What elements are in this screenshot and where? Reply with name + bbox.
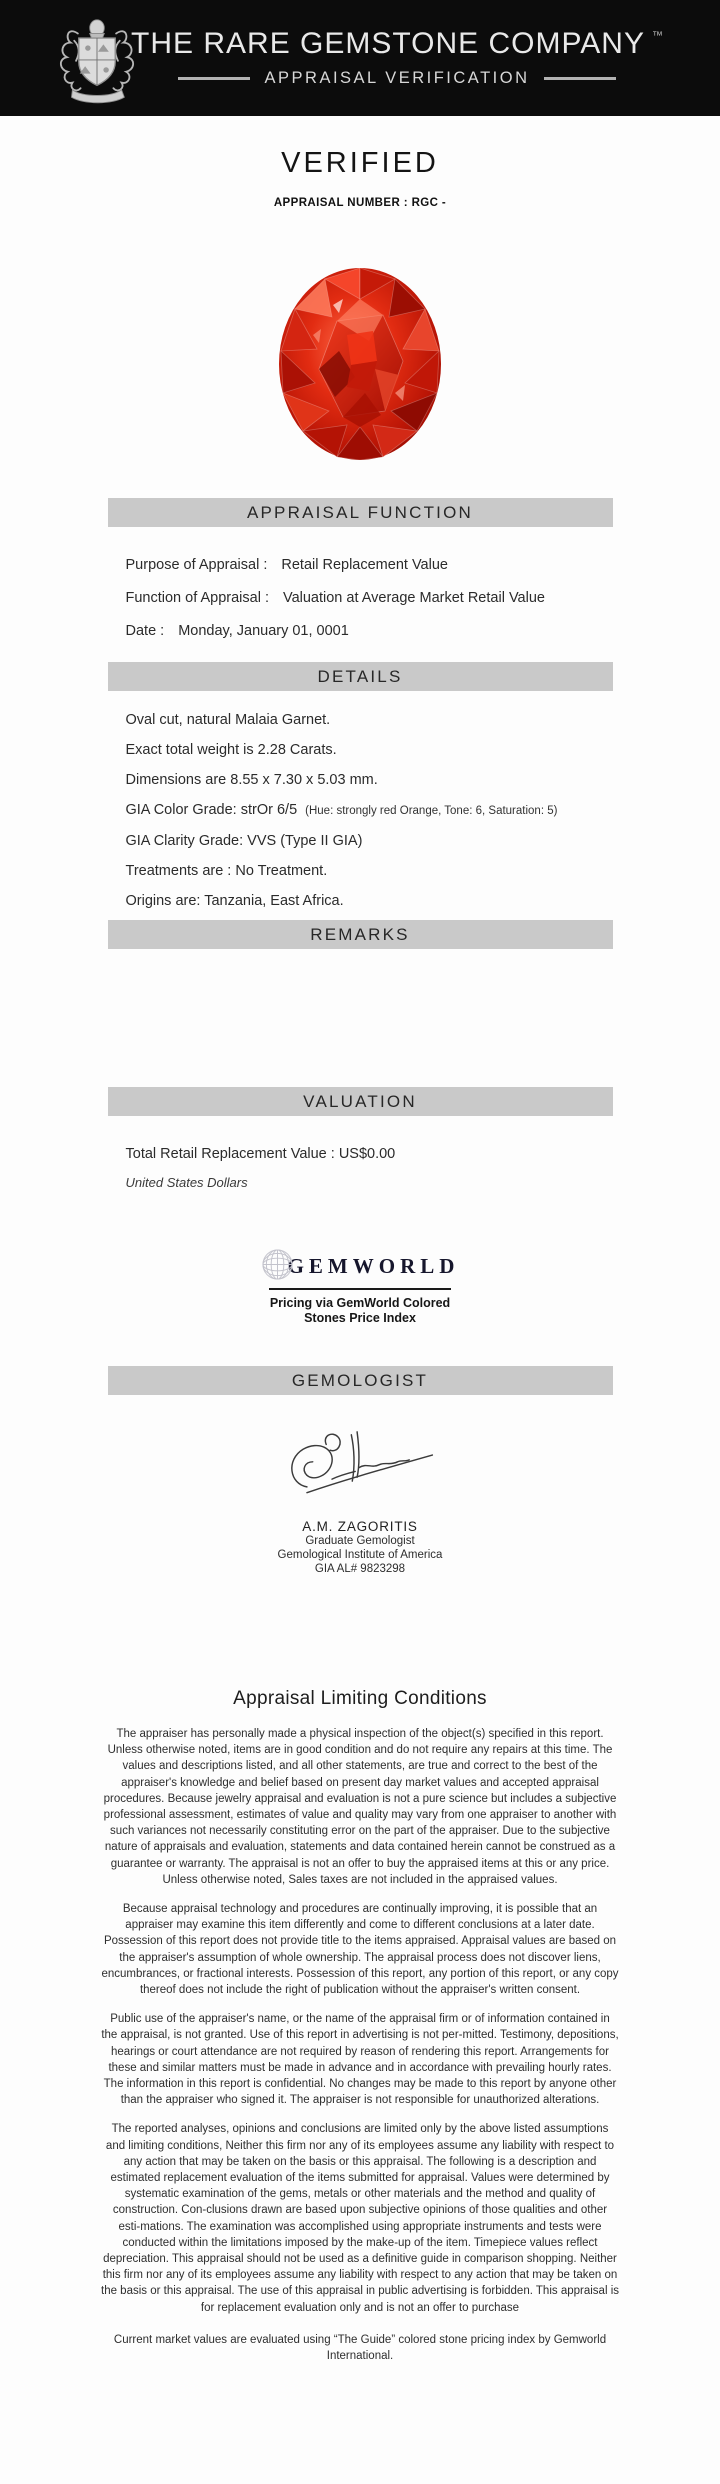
appraisal-number: APPRAISAL NUMBER : RGC - xyxy=(273,196,447,209)
gemworld-caption-line2: Stones Price Index xyxy=(304,1310,416,1325)
detail-origins: Origins are: Tanzania, East Africa. xyxy=(125,892,344,909)
limiting-conditions-paragraph-1: The appraiser has personally made a physical inspection of the object(s) specified in this report. Unless otherwise noted, items are in good condition and do not require any repairs at this time. The values and descriptions listed, and all other statements, are true and correct to the best of the appraiser's knowledge and belief based on present day market values and accepted appraisal procedures. Because jewelry appraisal and evaluation is not a pure science but includes a subjective professional assessment, estimates of value and quality may vary from one appraiser to another with such variances not necessarily constituting error on the part of the appraiser. Due to the subjective nature of appraisals and evaluation, statements and data contained herein cannot be construed as a guarantee or warranty. The appraisal is not an offer to buy the appraised items at this or any price. Unless otherwise noted, Sales taxes are not included in the appraised values. xyxy=(103,1727,617,1886)
limiting-conditions-footer: Current market values are evaluated using “The Guide” colored stone pricing index by Gemworld International. xyxy=(113,2333,607,2362)
color-grade-note: (Hue: strongly red Orange, Tone: 6, Saturation: 5) xyxy=(305,804,558,817)
gemworld-caption-line1: Pricing via GemWorld Colored xyxy=(269,1295,451,1310)
subtitle-left-dash xyxy=(178,77,250,80)
date-label: Date : xyxy=(125,622,165,639)
subtitle-right-dash xyxy=(544,77,616,80)
gemworld-wordmark: GEMWORLD xyxy=(287,1253,460,1278)
date-row xyxy=(126,615,613,648)
header-bar xyxy=(0,0,720,116)
gemologist-license: GIA AL# 9823298 xyxy=(314,1562,406,1575)
section-heading: APPRAISAL FUNCTION xyxy=(246,502,473,522)
section-appraisal-function xyxy=(108,498,613,527)
detail-clarity: GIA Clarity Grade: VVS (Type II GIA) xyxy=(125,832,363,849)
gemworld-logo-block xyxy=(0,1250,720,1326)
gemworld-logo-row xyxy=(261,1250,460,1283)
detail-cut: Oval cut, natural Malaia Garnet. xyxy=(125,711,331,728)
detail-color-grade xyxy=(126,795,613,826)
function-label: Function of Appraisal : xyxy=(125,589,269,606)
details-lines xyxy=(108,705,613,916)
section-heading: GEMOLOGIST xyxy=(291,1370,429,1390)
section-valuation xyxy=(108,1087,613,1116)
valuation-total-line: Total Retail Replacement Value : US$0.00 xyxy=(125,1145,396,1162)
globe-icon xyxy=(261,1248,294,1281)
purpose-label: Purpose of Appraisal : xyxy=(125,556,268,573)
currency-note: United States Dollars xyxy=(125,1174,248,1190)
company-crest-icon xyxy=(56,12,138,106)
purpose-row xyxy=(126,549,613,582)
section-details xyxy=(108,662,613,691)
appraisal-function-rows xyxy=(108,549,613,648)
gemworld-underline xyxy=(269,1288,451,1290)
gemstone-photo xyxy=(277,265,443,463)
gemologist-institute: Gemological Institute of America xyxy=(277,1548,443,1561)
purpose-value: Retail Replacement Value xyxy=(281,556,448,573)
function-value: Valuation at Average Market Retail Value xyxy=(282,589,545,606)
section-remarks xyxy=(108,920,613,949)
detail-treatments: Treatments are : No Treatment. xyxy=(125,862,328,879)
company-name xyxy=(131,29,663,59)
section-heading: DETAILS xyxy=(317,666,403,686)
section-heading: VALUATION xyxy=(303,1091,417,1111)
gem-photo-container xyxy=(0,265,720,463)
header-subtitle: APPRAISAL VERIFICATION xyxy=(264,69,530,88)
function-row xyxy=(126,582,613,615)
detail-weight: Exact total weight is 2.28 Carats. xyxy=(125,741,337,758)
company-name-text: THE RARE GEMSTONE COMPANY xyxy=(131,27,645,61)
trademark-symbol: ™ xyxy=(651,30,663,43)
signature-container xyxy=(0,1429,720,1511)
limiting-conditions-paragraph-2: Because appraisal technology and procedures are continually improving, it is possible that an appraiser may examine this item differently and come to different conclusions at a later date. Possession of this report does not provide title to the items appraised. Appraisal values are based on the appraiser's assumption of whole ownership. The appraisal process does not discover liens, encumbrances, or fractional interests. Possession of this report, any portion of this report, or any copy thereof does not include the right of publication without the appraiser's written consent. xyxy=(101,1902,619,1996)
gemworld-caption xyxy=(270,1296,450,1326)
color-grade-value: GIA Color Grade: strOr 6/5 xyxy=(125,801,298,818)
gemologist-title: Graduate Gemologist xyxy=(305,1534,415,1547)
verified-title: VERIFIED xyxy=(281,147,439,179)
section-heading: REMARKS xyxy=(310,924,410,944)
header-subtitle-row xyxy=(178,70,617,87)
gemologist-signature xyxy=(276,1429,444,1511)
limiting-conditions-body xyxy=(101,1726,619,2364)
gemologist-name: A.M. ZAGORITIS xyxy=(302,1518,418,1534)
limiting-conditions-paragraph-3: Public use of the appraiser's name, or the name of the appraisal firm or of information contained in the appraisal, is not granted. Use of this report in advertising is not per-mitted. Testimony, depositions, hearings or court attendance are not required by reason of rendering this report. Arrangements for these and similar matters must be made in advance and in accordance with prevailing hourly rates. The information in this report is confidential. No changes may be made to this report by anyone other than the appraiser who signed it. The appraiser is not responsible for unauthorized alterations. xyxy=(101,2013,619,2107)
limiting-conditions-paragraph-4: The reported analyses, opinions and conclusions are limited only by the above listed assumptions and limiting conditions, Neither this firm nor any of its employees assume any liability with respect to any action that may be taken on the basis or this appraisal. The following is a description and estimated replacement evaluation of the items submitted for appraisal. Values were determined by systematic examination of the gems, metals or other materials and the method and quality of construction. Con-clusions drawn are based upon subjective opinions of those qualities and other esti-mations. The examination was accomplished using appropriate instruments and tests were conducted within the limitations imposed by the make-up of the item. Timepiece values reflect depreciation. This appraisal should not be used as a definitive guide in comparison shopping. Neither this firm nor any of its employees assume any liability with respect to any action that may be taken on the basis or this appraisal. The use of this appraisal in public advertising is forbidden. This appraisal is for replacement evaluation only and is not an offer to purchase xyxy=(101,2123,619,2314)
remarks-empty-area xyxy=(0,949,720,1087)
limiting-conditions-heading: Appraisal Limiting Conditions xyxy=(233,1687,487,1709)
section-gemologist xyxy=(108,1366,613,1395)
detail-dimensions: Dimensions are 8.55 x 7.30 x 5.03 mm. xyxy=(125,771,378,788)
date-value: Monday, January 01, 0001 xyxy=(178,622,349,639)
